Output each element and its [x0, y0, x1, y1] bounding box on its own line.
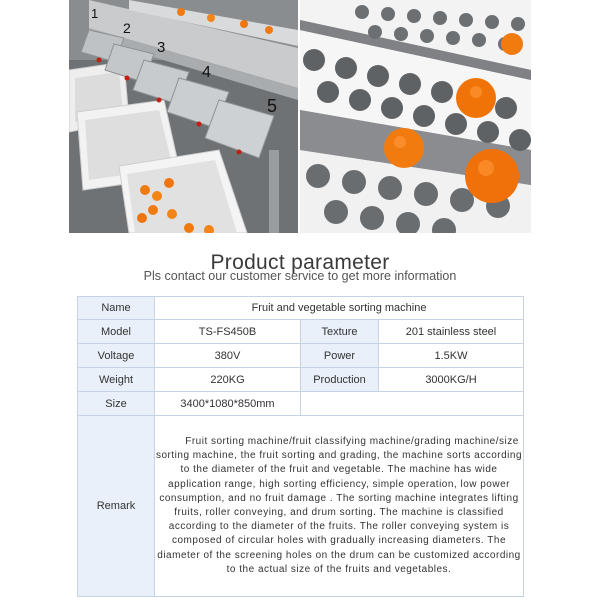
name-value: Fruit and vegetable sorting machine [155, 297, 524, 320]
size-value: 3400*1080*850mm [155, 392, 301, 416]
remark-label: Remark [78, 416, 155, 597]
model-value: TS-FS450B [155, 320, 301, 344]
production-label: Production [301, 368, 379, 392]
table-row [78, 368, 524, 392]
empty-cell [301, 392, 524, 416]
chute-number-2: 2 [123, 20, 131, 36]
table-row [78, 392, 524, 416]
chute-number-4: 4 [202, 64, 211, 81]
table-row [78, 297, 524, 320]
voltage-label: Voltage [78, 344, 155, 368]
texture-label: Texture [301, 320, 379, 344]
table-row [78, 320, 524, 344]
model-label: Model [78, 320, 155, 344]
table-row [78, 416, 524, 597]
product-parameter-table [77, 296, 524, 597]
table-row [78, 344, 524, 368]
product-photos [69, 0, 531, 233]
voltage-value: 380V [155, 344, 301, 368]
remark-text: Fruit sorting machine/fruit classifying machine/grading machine/size sorting machine, the fruit sorting and grading, the machine sorts according to the diameter of the fruit and vegetable. The machine has wide application range, high sorting efficiency, simple operation, low power consumption, and no fruit damage . The sorting machine integrates lifting fruits, roller conveying, and drum sorting. The machine is classified according to the diameter of the fruits. The roller conveying system is composed of circular holes with gradually increasing diameters. The diameter of the screening holes on the drum can be customized according to the actual size of the fruits and vegetables. [156, 435, 523, 575]
power-value: 1.5KW [379, 344, 524, 368]
weight-value: 220KG [155, 368, 301, 392]
production-value: 3000KG/H [379, 368, 524, 392]
perforated-drum-photo [300, 0, 531, 233]
sorting-chutes-photo [69, 0, 298, 233]
name-label: Name [78, 297, 155, 320]
texture-value: 201 stainless steel [379, 320, 524, 344]
power-label: Power [301, 344, 379, 368]
section-subtitle: Pls contact our customer service to get more information [143, 269, 457, 283]
section-title: Product parameter [210, 251, 390, 274]
weight-label: Weight [78, 368, 155, 392]
remark-value [155, 416, 524, 597]
chute-number-3: 3 [157, 39, 166, 56]
chute-number-5: 5 [267, 96, 278, 116]
size-label: Size [78, 392, 155, 416]
chute-number-1: 1 [91, 6, 99, 21]
